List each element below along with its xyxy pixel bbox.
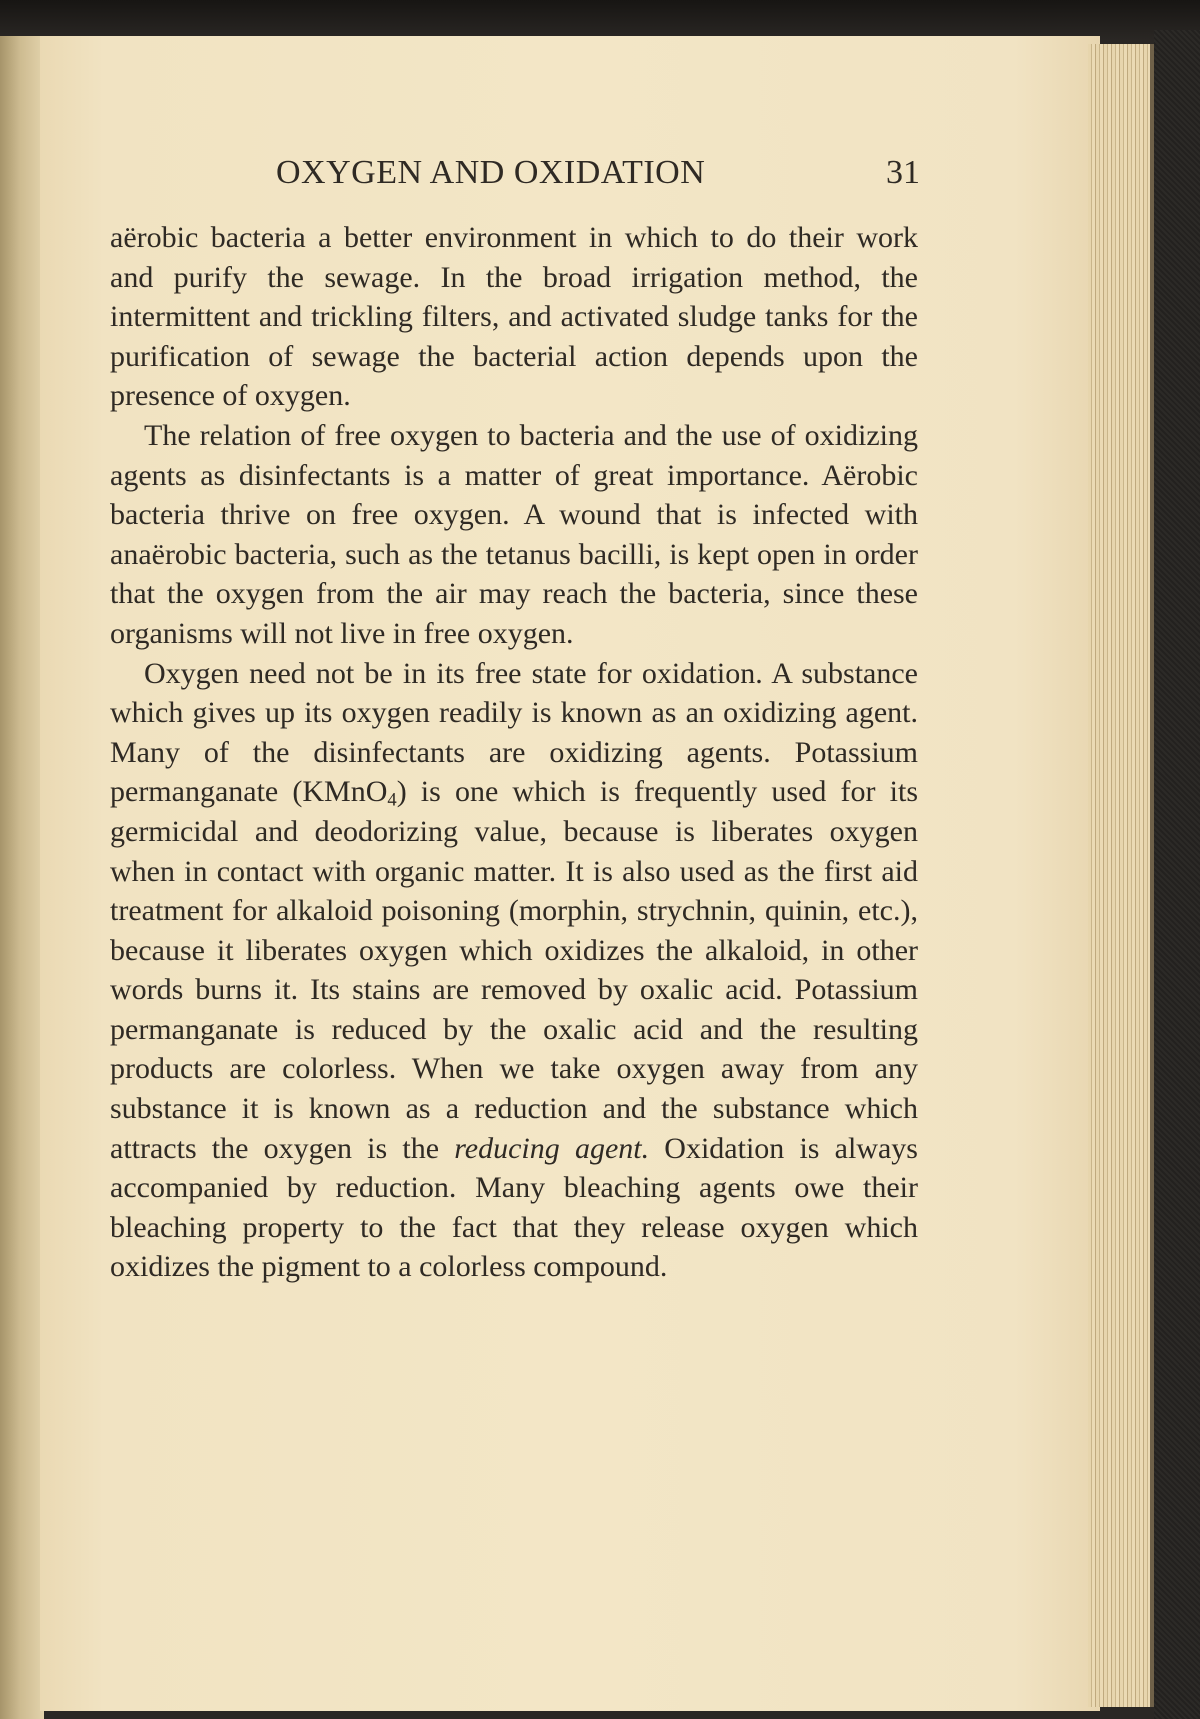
paragraph-3-text-before-formula: Oxygen need not be in its free state for oxidation. A substance which gives up its oxygen readily is known as an oxidizing agent. Many of the disinfectants are oxidizing agents. Potassium permanganate (: [110, 656, 918, 809]
paragraph-2-text: The relation of free oxygen to bacteria and the use of oxidizing agents as disinfectants is a matter of great importance. Aërobic bacteria thrive on free oxygen. A wound that is infected with anaërobic bacteria, such as the tetanus bacilli, is kept open in order that the oxygen from the air may reach the bacteria, since these organisms will not live in free oxygen.: [110, 418, 918, 650]
paragraph-1-text: aërobic bacteria a better environment in which to do their work and purify the sewage. In the broad irrigation method, the intermittent and trickling filters, and activated sludge tanks for the purification of sewage the bacterial action depends upon the presence of oxygen.: [110, 221, 918, 413]
formula-subscript: 4: [387, 789, 397, 811]
book-cover-edge: [1154, 30, 1200, 1719]
page-number: 31: [886, 154, 920, 191]
running-header: [108, 154, 920, 204]
formula-main: KMnO: [302, 775, 388, 809]
page-edges-stack: [1088, 44, 1154, 1707]
top-shadow-edge: [0, 0, 1200, 40]
paragraph-3: [110, 654, 918, 1288]
chemical-formula: [302, 775, 397, 811]
running-title: OXYGEN AND OXIDATION: [276, 154, 706, 191]
italic-term: reducing agent.: [454, 1131, 650, 1165]
body-text: [110, 218, 918, 1287]
paragraph-2: [110, 416, 918, 654]
paragraph-3-text-after-formula: ) is one which is frequently used for its germicidal and deodorizing value, because is liberates oxygen when in contact with organic matter. It is also used as the first aid treatment for alkaloid poisoning (morphin, strychnin, quinin, etc.), because it liberates oxygen which oxidizes the alkaloid, in other words burns it. Its stains are removed by oxalic acid. Potassium permanganate is reduced by the oxalic acid and the resulting products are colorless. When we take oxygen away from any substance it is known as a reduction and the substance which attracts the oxygen is the: [110, 775, 918, 1165]
paragraph-3-text-end: Oxidation is always accompanied by reduction. Many bleaching agents owe their bleaching property to the fact that they release oxygen which oxidizes the pigment to a colorless compound.: [110, 1131, 918, 1284]
left-gutter: [0, 36, 44, 1719]
paragraph-1: [110, 218, 918, 416]
